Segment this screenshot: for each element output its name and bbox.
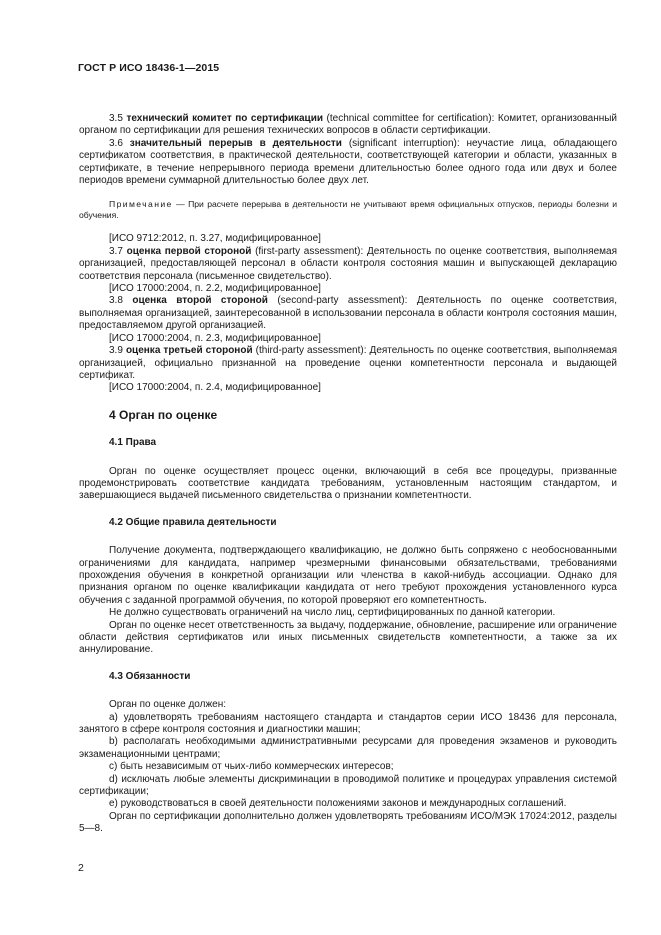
definition-3-5: 3.5 технический комитет по сертификации (technical committee for certification): Комитет, организованный органом по сертификации для решения технических вопросов в области сертификации. <box>79 113 618 137</box>
document-header: ГОСТ Р ИСО 18436-1—2015 <box>78 62 220 74</box>
definition-3-7: 3.7 оценка первой стороной (first-party assessment): Деятельность по оценке соответствия, выполняемая организацией, предоставляющей персонал в области контроля состояния машин и выпускающей декларацию соответствия персонала (письменное свидетельство). <box>79 245 617 282</box>
reference: [ИСО 9712:2012, п. 3.27, модифицированное] <box>109 233 321 245</box>
term: оценка третьей стороной <box>125 345 253 357</box>
paragraph: Не должно существовать ограничений на число лиц, сертифицированных по данной категории. <box>109 607 556 619</box>
list-item: e) руководствоваться в своей деятельности положениями законов и международных соглашений. <box>109 798 567 810</box>
subsection-heading-4-2: 4.2 Общие правила деятельности <box>109 516 277 528</box>
list-item: a) удовлетворять требованиям настоящего стандарта и стандартов серии ИСО 18436 для персонала, занятого в сфере контроля состояния и диагностики машин; <box>79 711 617 736</box>
paragraph: Получение документа, подтверждающего квалификацию, не должно быть сопряжено с необоснованными ограничениями для кандидата, например чрезмерными финансовыми обязательствами, требованиями прохождения обучения в конкретной организации или членства в какой-нибудь ассоциации. Однако для признания органом по оценке квалификации кандидата от него требуют прохождения установленного курса обучения с заданной программой обучения, по которой проверяют его компетентность. <box>79 545 617 606</box>
reference: [ИСО 17000:2004, п. 2.2, модифицированное] <box>109 283 321 295</box>
page-number: 2 <box>78 862 84 874</box>
paragraph: Орган по оценке осуществляет процесс оценки, включающий в себя все процедуры, призванные продемонстрировать соответствие кандидата требованиям, установленным настоящим стандартом, и завершающиеся выдачей письменного свидетельства о признании компетентности. <box>79 465 617 502</box>
note-label: Примечание <box>109 199 173 210</box>
list-item: b) располагать необходимыми административными ресурсами для проведения экзаменов и руководить экзаменационными центрами; <box>79 736 617 760</box>
reference: [ИСО 17000:2004, п. 2.4, модифицированное] <box>109 382 321 394</box>
section-heading-4: 4 Орган по оценке <box>109 407 218 422</box>
document-body <box>79 113 617 836</box>
note: Примечание — При расчете перерыва в деятельности не учитывают время официальных отпусков, периоды болезни и обучения. <box>79 199 617 221</box>
definition-3-9: 3.9 оценка третьей стороной (third-party assessment): Деятельность по оценке соответствия, выполняемая организацией, официально признанной на проведение оценки компетентности персонала и выдающей сертификат. <box>79 345 617 381</box>
definition-3-8: 3.8 оценка второй стороной (second-party assessment): Деятельность по оценке соответствия, выполняемая организацией, заинтересованной в использовании персонала в области контроля состояния машин, предоставляемом другой организацией. <box>79 295 617 332</box>
subsection-heading-4-1: 4.1 Права <box>109 437 157 449</box>
term: технический комитет по сертификации <box>126 113 323 124</box>
paragraph: Орган по сертификации дополнительно должен удовлетворять требованиям ИСО/МЭК 17024:2012, разделы 5—8. <box>79 810 617 835</box>
term: оценка второй стороной <box>132 295 268 307</box>
definition-3-6: 3.6 значительный перерыв в деятельности (significant interruption): неучастие лица, обладающего сертификатом соответствия, в практической деятельности, соответствующей категории и области, указанных в сертификате, в течение непрерывного периода времени длительностью более одного года или двух и более периодов времени суммарной длительностью более двух лет. <box>79 137 618 187</box>
term: оценка первой стороной <box>126 245 252 257</box>
term: значительный перерыв в деятельности <box>129 137 342 149</box>
paragraph: Орган по оценке несет ответственность за выдачу, поддержание, обновление, расширение или ограничение области действия сертификатов или иных письменных свидетельств компетентности, а также за их аннулирование. <box>79 619 617 656</box>
reference: [ИСО 17000:2004, п. 2.3, модифицированное] <box>109 332 321 344</box>
list-item: c) быть независимым от чьих-либо коммерческих интересов; <box>109 761 394 773</box>
paragraph: Орган по оценке должен: <box>109 699 227 711</box>
subsection-heading-4-3: 4.3 Обязанности <box>109 670 191 682</box>
list-item: d) исключать любые элементы дискриминации в проводимой политике и процедурах управления системой сертификации; <box>79 773 617 798</box>
